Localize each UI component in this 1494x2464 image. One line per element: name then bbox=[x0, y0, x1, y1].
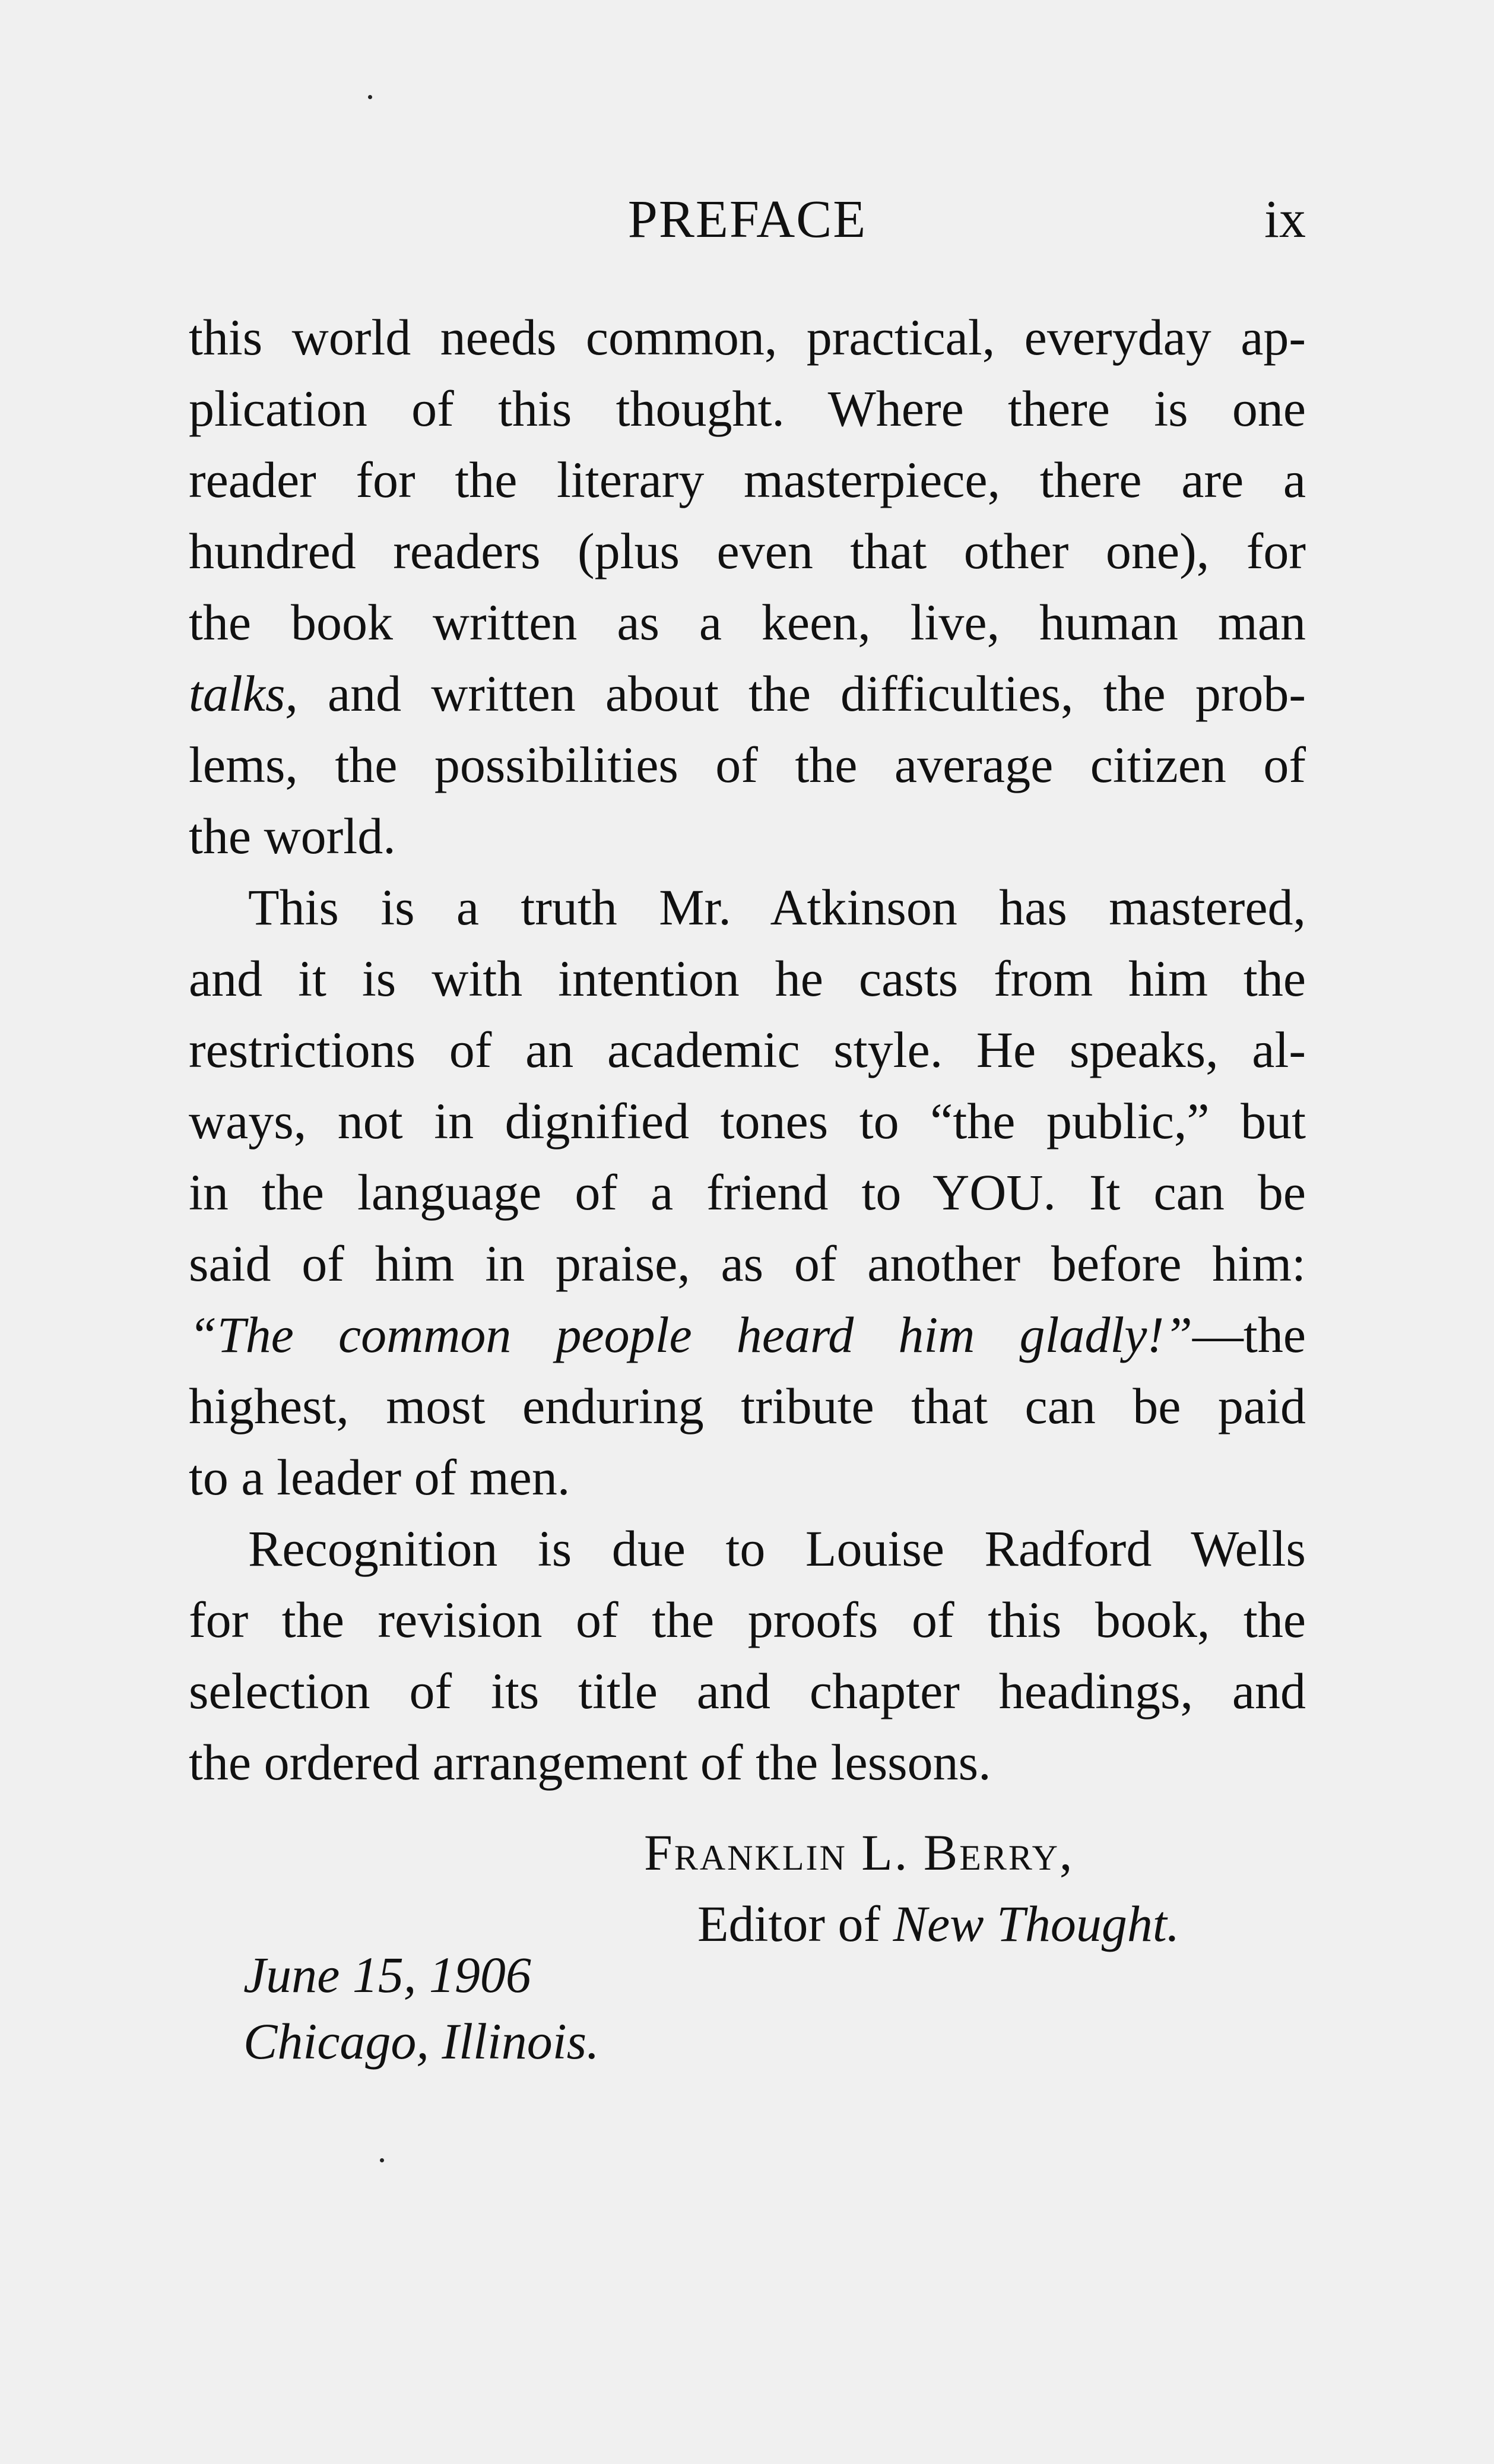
text-line: the world. bbox=[189, 807, 396, 864]
page-header bbox=[189, 184, 1306, 255]
text-line: the book written as a keen, live, human man bbox=[189, 594, 1306, 651]
text-line: Recognition is due to Louise Radford Wells bbox=[248, 1520, 1306, 1577]
text-line bbox=[189, 1299, 1306, 1370]
text-line: lems, the possibilities of the average citizen of bbox=[189, 736, 1306, 793]
signature-name: Franklin L. Berry, bbox=[644, 1824, 1074, 1881]
print-speck bbox=[380, 2158, 384, 2162]
text-line: restrictions of an academic style. He speaks, al- bbox=[189, 1021, 1306, 1078]
body-text bbox=[189, 302, 1306, 1798]
publication-name: New Thought. bbox=[893, 1895, 1180, 1952]
signature-title bbox=[644, 1888, 1179, 1959]
text-line: selection of its title and chapter headings, and bbox=[189, 1662, 1306, 1719]
text-line: highest, most enduring tribute that can be paid bbox=[189, 1377, 1306, 1434]
paragraph bbox=[189, 872, 1306, 1513]
line-remainder: —the bbox=[1192, 1306, 1306, 1363]
italic-word: talks, bbox=[189, 665, 298, 722]
place: Chicago, Illinois. bbox=[243, 2013, 599, 2070]
line-remainder: and written about the difficulties, the prob- bbox=[297, 665, 1306, 722]
text-line bbox=[189, 658, 1306, 729]
text-line: hundred readers (plus even that other one), for bbox=[189, 522, 1306, 579]
text-line: in the language of a friend to YOU. It can be bbox=[189, 1164, 1306, 1221]
text-line: reader for the literary masterpiece, there are a bbox=[189, 451, 1306, 508]
text-line: This is a truth Mr. Atkinson has mastered, bbox=[248, 879, 1306, 936]
text-line: ways, not in dignified tones to “the public,” but bbox=[189, 1092, 1306, 1149]
text-line: the ordered arrangement of the lessons. bbox=[189, 1734, 991, 1791]
print-speck bbox=[368, 95, 372, 99]
paragraph bbox=[189, 1513, 1306, 1798]
text-line: said of him in praise, as of another before him: bbox=[189, 1235, 1306, 1292]
text-line: to a leader of men. bbox=[189, 1449, 570, 1506]
title-prefix: Editor of bbox=[697, 1895, 893, 1952]
italic-quote: “The common people heard him gladly!” bbox=[189, 1306, 1192, 1363]
text-line: for the revision of the proofs of this book, the bbox=[189, 1591, 1306, 1648]
paragraph bbox=[189, 302, 1306, 872]
text-line: plication of this thought. Where there is one bbox=[189, 380, 1306, 437]
text-line: and it is with intention he casts from him the bbox=[189, 950, 1306, 1007]
text-line: this world needs common, practical, everyday ap- bbox=[189, 309, 1306, 366]
dateline bbox=[243, 1942, 599, 2075]
running-head: PREFACE bbox=[627, 190, 867, 249]
signature-block bbox=[644, 1817, 1179, 1959]
date: June 15, 1906 bbox=[243, 1946, 531, 2003]
page-number: ix bbox=[1264, 190, 1306, 249]
